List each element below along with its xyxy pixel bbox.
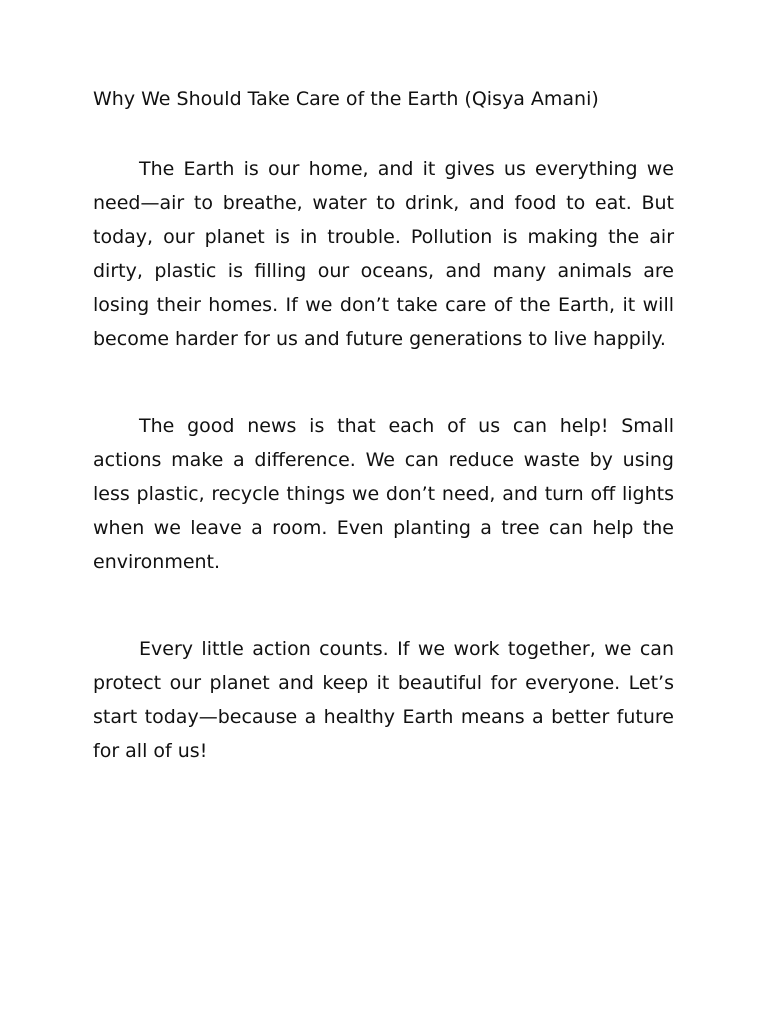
paragraph-2: The good news is that each of us can help! Small actions make a difference. We can reduce waste by using less plastic, recycle things we don’t need, and turn off lights when we leave a room. Even planting a tree can help the environment. [93, 415, 674, 573]
document-page [93, 86, 674, 768]
document-title: Why We Should Take Care of the Earth (Qisya Amani) [93, 88, 599, 110]
paragraph-3: Every little action counts. If we work together, we can protect our planet and keep it beautiful for everyone. Let’s start today—because a healthy Earth means a better future for all of us! [93, 638, 674, 762]
paragraph-1: The Earth is our home, and it gives us everything we need—air to breathe, water to drink, and food to eat. But today, our planet is in trouble. Pollution is making the air dirty, plastic is filling our oceans, and many animals are losing their homes. If we don’t take care of the Earth, it will become harder for us and future generations to live happily. [93, 158, 674, 350]
